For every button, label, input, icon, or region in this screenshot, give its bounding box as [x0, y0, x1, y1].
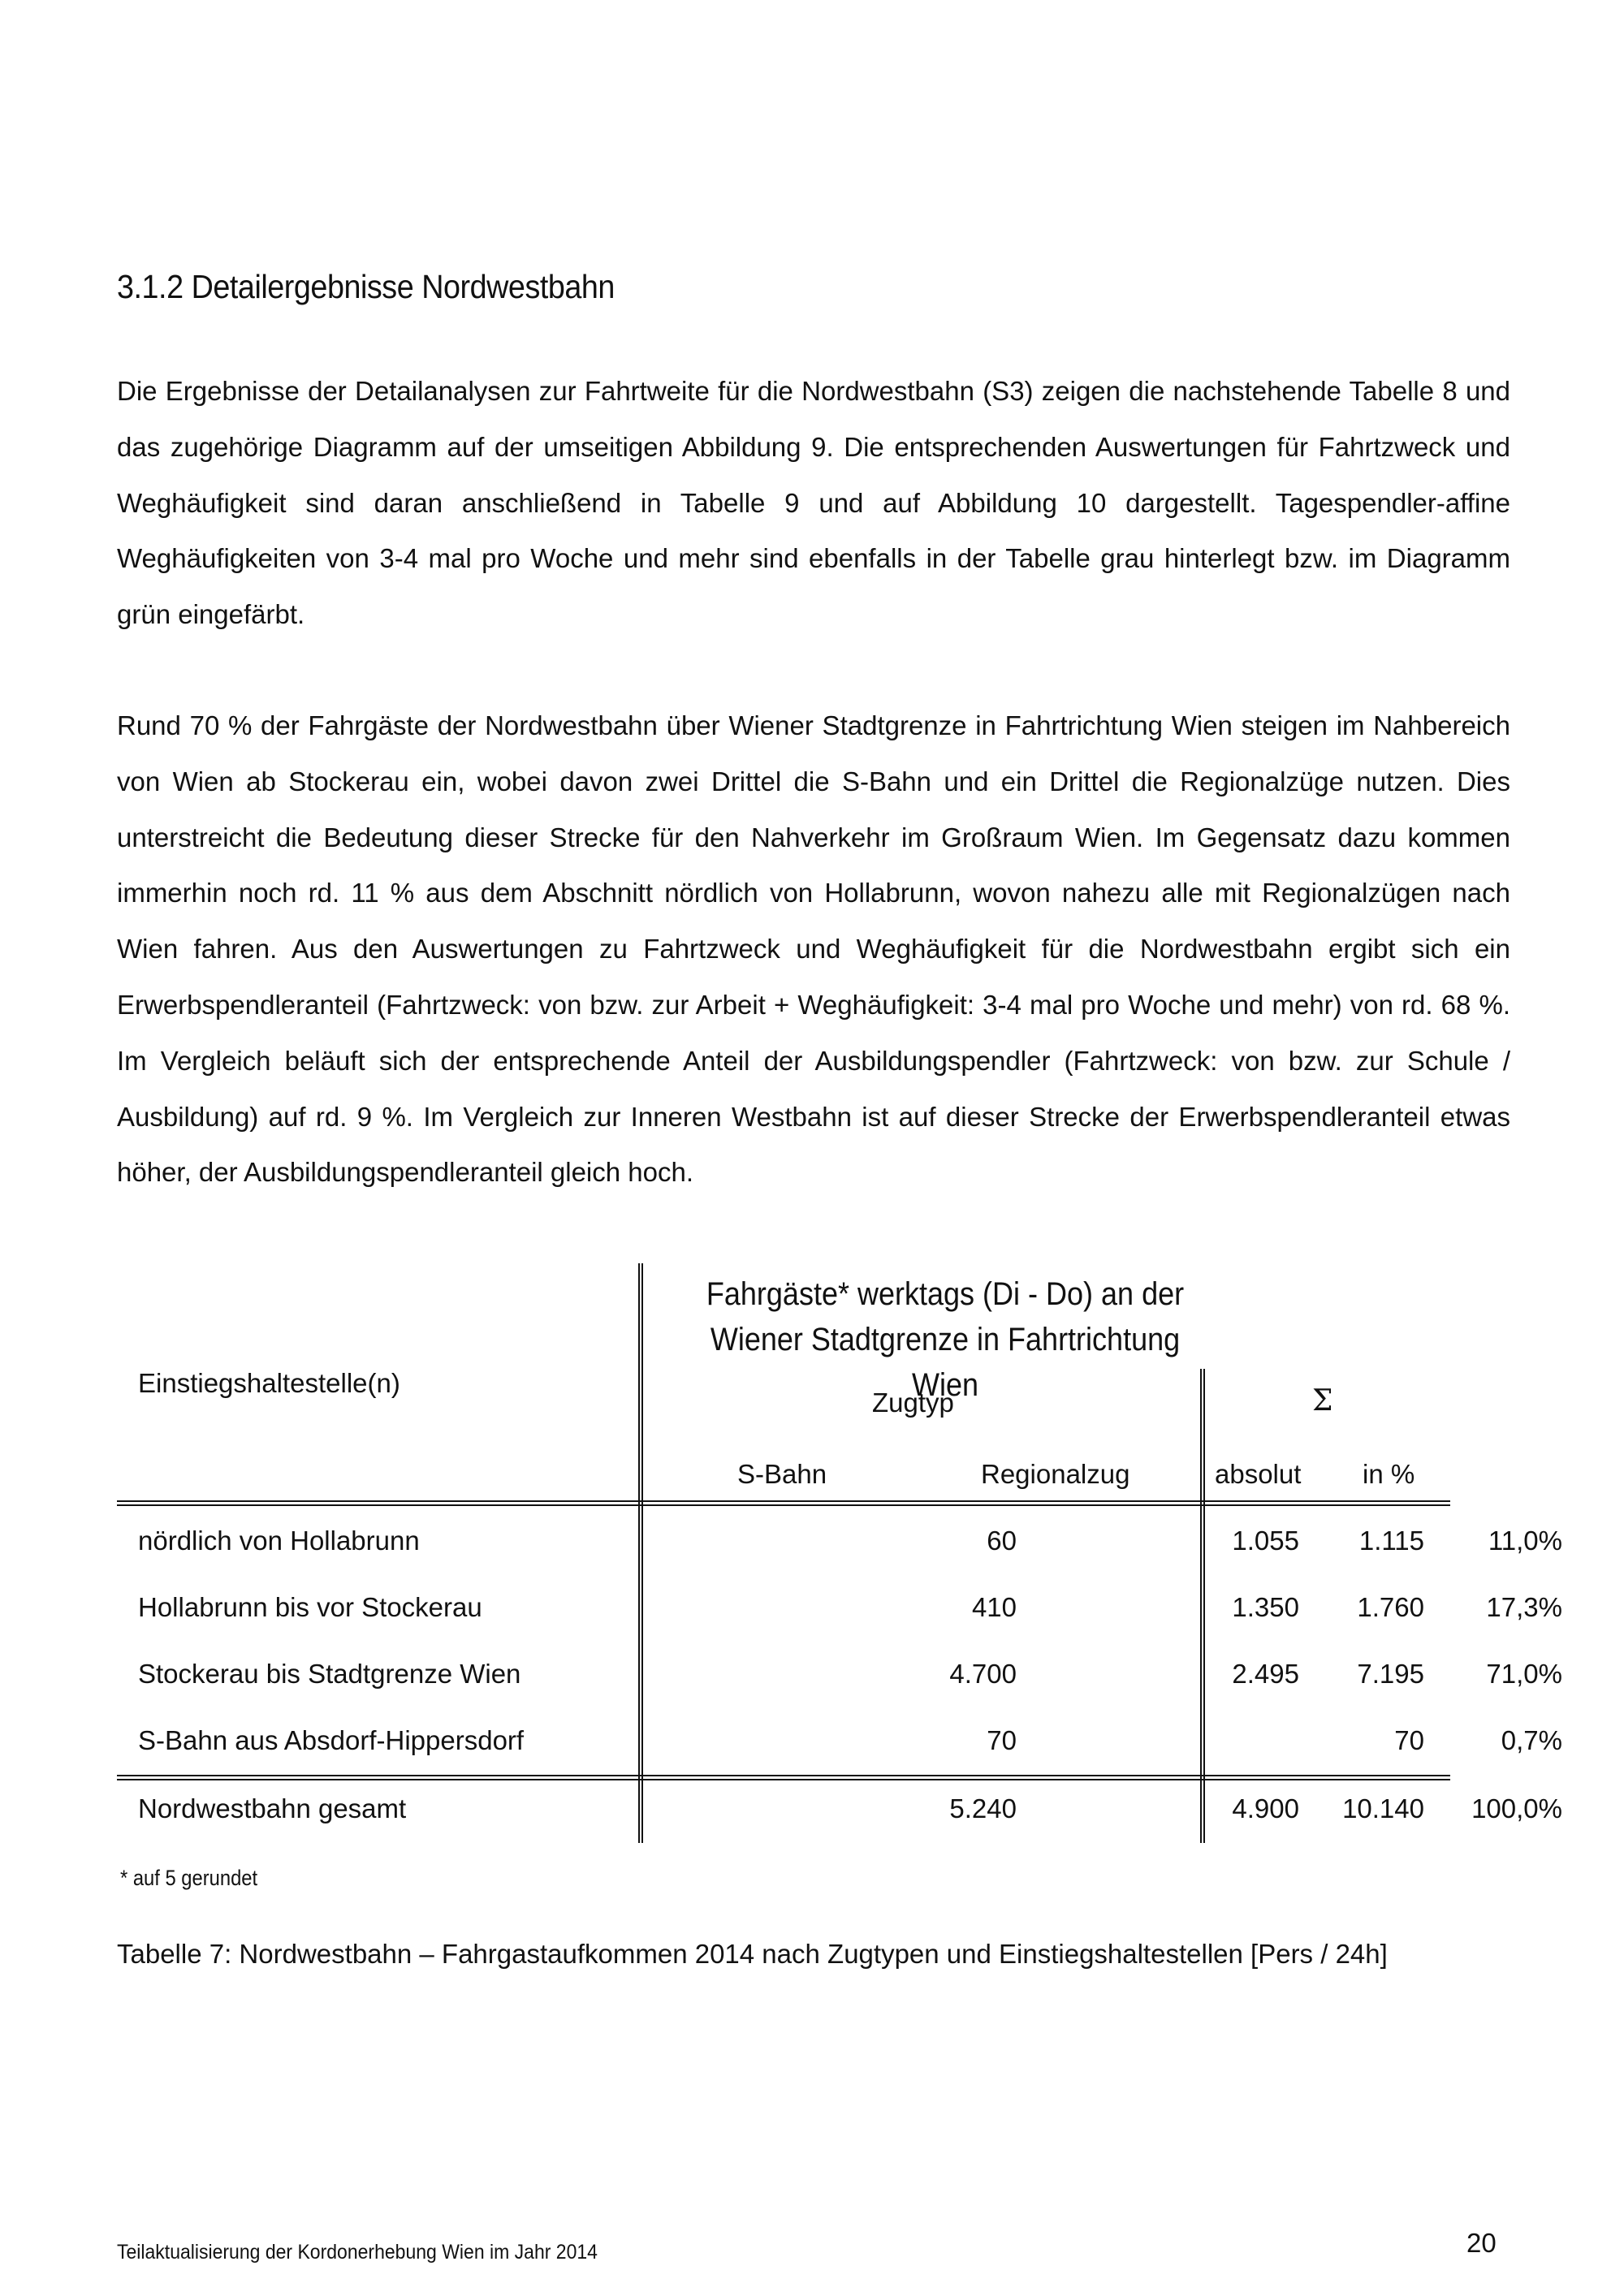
row-header-label: Einstiegshaltestelle(n): [138, 1368, 400, 1398]
row-label: S-Bahn aus Absdorf-Hippersdorf: [138, 1725, 525, 1755]
table-footnote: * auf 5 gerundet: [120, 1866, 258, 1890]
cell-absolut: 1.115: [1358, 1526, 1424, 1556]
paragraph-2: Rund 70 % der Fahrgäste der Nordwestbahn über Wiener Stadtgrenze in Fahrtrichtung Wien steigen im Nahbereich von Wien ab Stockerau ein, wobei davon zwei Drittel die S-Bahn und ein Drittel die Regionalzüge nutzen. Dies unterstreicht die Bedeutung dieser Strecke für den Nahverkehr im Großraum Wien. Im Gegensatz dazu kommen immerhin noch rd. 11 % aus dem Abschnitt nördlich von Hollabrunn, wovon nahezu alle mit Regionalzügen nach Wien fahren. Aus den Auswertungen zu Fahrtzweck und Weghäufigkeit für die Nordwestbahn ergibt sich ein Erwerbspendleranteil (Fahrtzweck: von bzw. zur Arbeit + Weghäufigkeit: 3-4 mal pro Woche und mehr) von rd. 68 %. Im Vergleich beläuft sich der entsprechende Anteil der Ausbildungspendler (Fahrtzweck: von bzw. zur Schule / Ausbildung) auf rd. 9 %. Im Vergleich zur Inneren Westbahn ist auf dieser Strecke der Erwerbspendleranteil etwas höher, der Ausbildungspendleranteil gleich hoch.: [117, 710, 1510, 1188]
cell-sbahn: 60: [987, 1526, 1017, 1556]
row-label: Hollabrunn bis vor Stockerau: [138, 1592, 482, 1622]
col-header-absolut: absolut: [1215, 1459, 1302, 1489]
page-number: 20: [1466, 2228, 1497, 2258]
footer-title: Teilaktualisierung der Kordonerhebung Wien im Jahr 2014: [117, 2241, 598, 2264]
subgroup-zugtyp: Zugtyp: [872, 1388, 954, 1418]
cell-prozent: 71,0%: [1486, 1659, 1562, 1689]
sum-symbol: Σ: [1312, 1384, 1333, 1418]
cell-regionalzug: 1.350: [1232, 1592, 1299, 1622]
total-label: Nordwestbahn gesamt: [138, 1793, 407, 1823]
cell-prozent: 0,7%: [1501, 1725, 1562, 1755]
group-title: Fahrgäste* werktags (Di - Do) an der Wiener Stadtgrenze in Fahrtrichtung Wien: [706, 1276, 1185, 1403]
cell-sbahn: 70: [987, 1725, 1017, 1755]
divider-header: [117, 1500, 1450, 1506]
divider-vertical-main: [638, 1263, 643, 1843]
section-heading: 3.1.2 Detailergebnisse Nordwestbahn: [117, 268, 615, 305]
col-header-sbahn: S-Bahn: [737, 1459, 827, 1489]
total-prozent: 100,0%: [1471, 1793, 1562, 1823]
cell-absolut: 7.195: [1357, 1659, 1424, 1689]
cell-regionalzug: 2.495: [1232, 1659, 1299, 1689]
cell-absolut: 70: [1394, 1725, 1424, 1755]
cell-absolut: 1.760: [1357, 1592, 1424, 1622]
paragraph-1: Die Ergebnisse der Detailanalysen zur Fahrtweite für die Nordwestbahn (S3) zeigen die nachstehende Tabelle 8 und das zugehörige Diagramm auf der umseitigen Abbildung 9. Die entsprechenden Auswertungen für Fahrtzweck und Weghäufigkeit sind daran anschließend in Tabelle 9 und auf Abbildung 10 dargestellt. Tagespendler-affine Weghäufigkeiten von 3-4 mal pro Woche und mehr sind ebenfalls in der Tabelle grau hinterlegt bzw. im Diagramm grün eingefärbt.: [117, 376, 1510, 630]
cell-prozent: 11,0%: [1488, 1526, 1562, 1556]
col-header-in-percent: in %: [1363, 1459, 1415, 1489]
total-sbahn: 5.240: [949, 1793, 1017, 1823]
cell-sbahn: 4.700: [949, 1659, 1017, 1689]
cell-prozent: 17,3%: [1486, 1592, 1562, 1622]
col-header-regionalzug: Regionalzug: [981, 1459, 1130, 1489]
divider-total: [117, 1775, 1450, 1780]
row-label: nördlich von Hollabrunn: [138, 1526, 420, 1556]
cell-regionalzug: 1.055: [1232, 1526, 1299, 1556]
cell-sbahn: 410: [971, 1592, 1017, 1622]
table-caption: Tabelle 7: Nordwestbahn – Fahrgastaufkommen 2014 nach Zugtypen und Einstiegshaltestellen [Pers / 24h]: [117, 1939, 1388, 1969]
passenger-table: [117, 1263, 1562, 1843]
total-absolut: 10.140: [1342, 1793, 1424, 1823]
row-label: Stockerau bis Stadtgrenze Wien: [138, 1659, 521, 1689]
total-regionalzug: 4.900: [1232, 1793, 1299, 1823]
